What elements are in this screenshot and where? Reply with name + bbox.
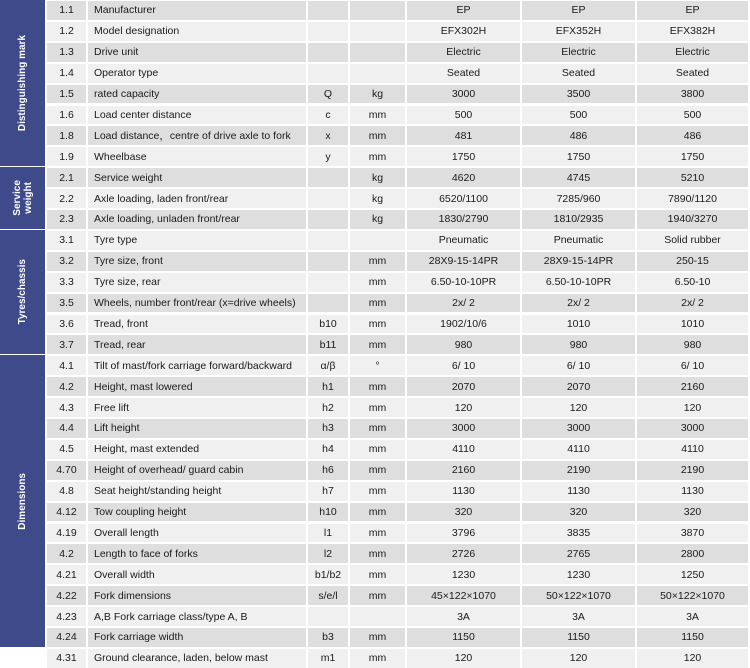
section-label — [0, 0, 45, 167]
row-label: Tyre size, rear — [88, 273, 306, 292]
row-value-2: 1750 — [522, 147, 635, 166]
row-value-2: 3A — [522, 607, 635, 626]
row-symbol: h6 — [308, 461, 348, 480]
row-unit: kg — [350, 85, 405, 104]
row-label: Overall width — [88, 565, 306, 584]
row-value-3: 1940/3270 — [637, 210, 748, 229]
row-symbol: b3 — [308, 628, 348, 647]
row-unit: mm — [350, 649, 405, 668]
row-value-3: 1150 — [637, 628, 748, 647]
row-unit — [350, 1, 405, 20]
row-label: Wheelbase — [88, 147, 306, 166]
row-unit: mm — [350, 419, 405, 438]
row-unit: mm — [350, 440, 405, 459]
row-number: 4.31 — [47, 649, 86, 668]
row-symbol — [308, 168, 348, 187]
row-symbol: α/β — [308, 356, 348, 375]
row-symbol — [308, 273, 348, 292]
row-value-3: Electric — [637, 43, 748, 62]
row-unit: mm — [350, 273, 405, 292]
row-value-1: 1130 — [407, 482, 520, 501]
row-value-1: 4620 — [407, 168, 520, 187]
row-value-1: 3A — [407, 607, 520, 626]
row-unit: mm — [350, 398, 405, 417]
row-value-3: Seated — [637, 64, 748, 83]
row-label: Overall length — [88, 524, 306, 543]
row-value-1: 3796 — [407, 524, 520, 543]
row-value-2: Seated — [522, 64, 635, 83]
row-unit: kg — [350, 189, 405, 208]
row-value-2: 2190 — [522, 461, 635, 480]
row-value-1: 4110 — [407, 440, 520, 459]
row-symbol — [308, 43, 348, 62]
row-value-3: 5210 — [637, 168, 748, 187]
row-number: 3.7 — [47, 335, 86, 354]
row-value-1: 1230 — [407, 565, 520, 584]
row-unit: mm — [350, 106, 405, 125]
row-value-1: 6.50-10-10PR — [407, 273, 520, 292]
row-unit — [350, 64, 405, 83]
row-value-2: 50×122×1070 — [522, 586, 635, 605]
row-value-2: 3000 — [522, 419, 635, 438]
row-number: 1.4 — [47, 64, 86, 83]
row-value-1: Pneumatic — [407, 231, 520, 250]
row-number: 1.1 — [47, 1, 86, 20]
row-unit: mm — [350, 586, 405, 605]
row-label: Tread, front — [88, 315, 306, 334]
row-value-3: 320 — [637, 503, 748, 522]
row-value-2: 28X9-15-14PR — [522, 252, 635, 271]
row-unit: mm — [350, 503, 405, 522]
row-value-1: 1902/10/6 — [407, 315, 520, 334]
row-number: 1.2 — [47, 22, 86, 41]
row-value-2: 1150 — [522, 628, 635, 647]
row-number: 4.5 — [47, 440, 86, 459]
row-unit: mm — [350, 524, 405, 543]
row-value-3: 3870 — [637, 524, 748, 543]
row-symbol — [308, 1, 348, 20]
row-unit: mm — [350, 544, 405, 563]
row-value-2: Electric — [522, 43, 635, 62]
row-value-1: 45×122×1070 — [407, 586, 520, 605]
row-value-1: 2160 — [407, 461, 520, 480]
row-number: 4.70 — [47, 461, 86, 480]
row-symbol: c — [308, 106, 348, 125]
section-label-text: Distinguishing mark — [17, 35, 28, 132]
row-unit: kg — [350, 210, 405, 229]
row-value-2: 1810/2935 — [522, 210, 635, 229]
section-label-text: Tyres/chassis — [17, 259, 28, 325]
row-value-1: 320 — [407, 503, 520, 522]
row-symbol: h3 — [308, 419, 348, 438]
row-label: Wheels, number front/rear (x=drive wheels) — [88, 294, 306, 313]
row-symbol: b1/b2 — [308, 565, 348, 584]
row-value-1: 120 — [407, 398, 520, 417]
row-number: 4.12 — [47, 503, 86, 522]
row-number: 4.8 — [47, 482, 86, 501]
row-number: 1.9 — [47, 147, 86, 166]
row-value-2: 120 — [522, 649, 635, 668]
row-label: Load distance，centre of drive axle to fork — [88, 126, 306, 145]
row-label: Load center distance — [88, 106, 306, 125]
row-unit: mm — [350, 252, 405, 271]
row-value-3: 6.50-10 — [637, 273, 748, 292]
row-value-2: 3500 — [522, 85, 635, 104]
row-label: Tow coupling height — [88, 503, 306, 522]
section-label — [0, 167, 45, 230]
row-number: 2.1 — [47, 168, 86, 187]
row-label: Height, mast extended — [88, 440, 306, 459]
row-label: Fork carriage width — [88, 628, 306, 647]
row-unit — [350, 22, 405, 41]
row-value-2: 486 — [522, 126, 635, 145]
row-value-1: 481 — [407, 126, 520, 145]
row-value-3: 500 — [637, 106, 748, 125]
row-number: 4.4 — [47, 419, 86, 438]
row-number: 1.8 — [47, 126, 86, 145]
row-value-3: 3A — [637, 607, 748, 626]
row-value-2: 500 — [522, 106, 635, 125]
row-value-3: 2800 — [637, 544, 748, 563]
row-symbol: h1 — [308, 377, 348, 396]
row-unit: mm — [350, 147, 405, 166]
row-label: Operator type — [88, 64, 306, 83]
row-value-3: 50×122×1070 — [637, 586, 748, 605]
row-value-3: 1250 — [637, 565, 748, 584]
row-value-1: 6520/1100 — [407, 189, 520, 208]
row-number: 2.3 — [47, 210, 86, 229]
row-value-1: EP — [407, 1, 520, 20]
row-value-3: 2190 — [637, 461, 748, 480]
row-value-2: 3835 — [522, 524, 635, 543]
row-value-2: 2x/ 2 — [522, 294, 635, 313]
row-value-3: Solid rubber — [637, 231, 748, 250]
row-value-1: 3000 — [407, 85, 520, 104]
row-value-3: 7890/1120 — [637, 189, 748, 208]
row-unit: mm — [350, 377, 405, 396]
row-number: 3.1 — [47, 231, 86, 250]
row-label: Tread, rear — [88, 335, 306, 354]
row-label: rated capacity — [88, 85, 306, 104]
row-number: 3.2 — [47, 252, 86, 271]
row-unit: mm — [350, 482, 405, 501]
row-value-1: EFX302H — [407, 22, 520, 41]
row-symbol — [308, 189, 348, 208]
row-value-2: 6.50-10-10PR — [522, 273, 635, 292]
section-label-text: Service weight — [11, 180, 34, 216]
row-number: 4.23 — [47, 607, 86, 626]
row-number: 4.21 — [47, 565, 86, 584]
row-symbol: l1 — [308, 524, 348, 543]
row-symbol: l2 — [308, 544, 348, 563]
row-label: Height of overhead/ guard cabin — [88, 461, 306, 480]
row-number: 1.3 — [47, 43, 86, 62]
row-value-1: 2070 — [407, 377, 520, 396]
row-number: 3.3 — [47, 273, 86, 292]
row-label: Drive unit — [88, 43, 306, 62]
row-value-3: 4110 — [637, 440, 748, 459]
row-symbol: Q — [308, 85, 348, 104]
row-unit: mm — [350, 294, 405, 313]
row-value-2: 320 — [522, 503, 635, 522]
row-value-3: EFX382H — [637, 22, 748, 41]
row-number: 1.5 — [47, 85, 86, 104]
row-value-3: 120 — [637, 398, 748, 417]
row-value-3: 3000 — [637, 419, 748, 438]
row-label: Free lift — [88, 398, 306, 417]
row-number: 1.6 — [47, 106, 86, 125]
row-value-2: 980 — [522, 335, 635, 354]
row-unit: mm — [350, 628, 405, 647]
row-value-3: 486 — [637, 126, 748, 145]
row-symbol: h10 — [308, 503, 348, 522]
row-value-3: 120 — [637, 649, 748, 668]
row-number: 4.2 — [47, 377, 86, 396]
row-value-3: 1130 — [637, 482, 748, 501]
row-number: 3.6 — [47, 315, 86, 334]
row-label: Lift height — [88, 419, 306, 438]
row-value-3: 2160 — [637, 377, 748, 396]
row-label: Length to face of forks — [88, 544, 306, 563]
row-value-1: Electric — [407, 43, 520, 62]
row-symbol — [308, 64, 348, 83]
row-symbol: h2 — [308, 398, 348, 417]
row-unit: mm — [350, 126, 405, 145]
row-unit: mm — [350, 335, 405, 354]
row-value-2: Pneumatic — [522, 231, 635, 250]
row-value-1: 1150 — [407, 628, 520, 647]
row-label: Tyre size, front — [88, 252, 306, 271]
row-value-1: 28X9-15-14PR — [407, 252, 520, 271]
row-unit: mm — [350, 461, 405, 480]
row-label: Service weight — [88, 168, 306, 187]
row-value-3: 1010 — [637, 315, 748, 334]
row-value-1: 1750 — [407, 147, 520, 166]
row-number: 4.1 — [47, 356, 86, 375]
row-value-2: 2765 — [522, 544, 635, 563]
row-symbol — [308, 252, 348, 271]
row-value-3: 3800 — [637, 85, 748, 104]
row-symbol: h4 — [308, 440, 348, 459]
row-symbol — [308, 294, 348, 313]
row-value-1: 2726 — [407, 544, 520, 563]
row-value-1: 500 — [407, 106, 520, 125]
row-number: 4.24 — [47, 628, 86, 647]
row-symbol: b11 — [308, 335, 348, 354]
row-value-1: 3000 — [407, 419, 520, 438]
row-value-2: 7285/960 — [522, 189, 635, 208]
row-symbol: h7 — [308, 482, 348, 501]
row-value-2: 2070 — [522, 377, 635, 396]
row-label: Axle loading, unladen front/rear — [88, 210, 306, 229]
row-number: 4.19 — [47, 524, 86, 543]
row-value-1: 980 — [407, 335, 520, 354]
section-label-text: Dimensions — [17, 472, 28, 530]
row-value-1: 120 — [407, 649, 520, 668]
row-label: Fork dimensions — [88, 586, 306, 605]
row-symbol — [308, 607, 348, 626]
row-number: 3.5 — [47, 294, 86, 313]
row-label: Ground clearance, laden, below mast — [88, 649, 306, 668]
row-symbol: b10 — [308, 315, 348, 334]
row-value-1: 6/ 10 — [407, 356, 520, 375]
row-value-2: 4110 — [522, 440, 635, 459]
row-label: Seat height/standing height — [88, 482, 306, 501]
row-value-1: Seated — [407, 64, 520, 83]
row-symbol — [308, 231, 348, 250]
row-symbol: m1 — [308, 649, 348, 668]
row-value-1: 2x/ 2 — [407, 294, 520, 313]
section-label — [0, 230, 45, 355]
row-value-2: 1130 — [522, 482, 635, 501]
row-value-3: EP — [637, 1, 748, 20]
row-value-3: 6/ 10 — [637, 356, 748, 375]
row-symbol: x — [308, 126, 348, 145]
row-unit — [350, 607, 405, 626]
row-label: Manufacturer — [88, 1, 306, 20]
section-label — [0, 355, 45, 648]
row-label: Height, mast lowered — [88, 377, 306, 396]
row-value-3: 2x/ 2 — [637, 294, 748, 313]
row-label: Tilt of mast/fork carriage forward/backward — [88, 356, 306, 375]
row-value-2: 1230 — [522, 565, 635, 584]
row-unit: ° — [350, 356, 405, 375]
row-unit — [350, 231, 405, 250]
row-label: Axle loading, laden front/rear — [88, 189, 306, 208]
row-value-2: EFX352H — [522, 22, 635, 41]
row-number: 2.2 — [47, 189, 86, 208]
row-unit: kg — [350, 168, 405, 187]
row-value-2: EP — [522, 1, 635, 20]
row-symbol: y — [308, 147, 348, 166]
row-unit: mm — [350, 565, 405, 584]
row-unit: mm — [350, 315, 405, 334]
row-label: Tyre type — [88, 231, 306, 250]
row-symbol — [308, 210, 348, 229]
row-unit — [350, 43, 405, 62]
row-value-2: 1010 — [522, 315, 635, 334]
row-value-3: 980 — [637, 335, 748, 354]
row-symbol: s/e/l — [308, 586, 348, 605]
row-value-3: 250-15 — [637, 252, 748, 271]
row-number: 4.22 — [47, 586, 86, 605]
row-label: A,B Fork carriage class/type A, B — [88, 607, 306, 626]
row-number: 4.3 — [47, 398, 86, 417]
row-number: 4.2 — [47, 544, 86, 563]
row-value-1: 1830/2790 — [407, 210, 520, 229]
row-label: Model designation — [88, 22, 306, 41]
row-symbol — [308, 22, 348, 41]
row-value-2: 6/ 10 — [522, 356, 635, 375]
row-value-3: 1750 — [637, 147, 748, 166]
row-value-2: 4745 — [522, 168, 635, 187]
row-value-2: 120 — [522, 398, 635, 417]
